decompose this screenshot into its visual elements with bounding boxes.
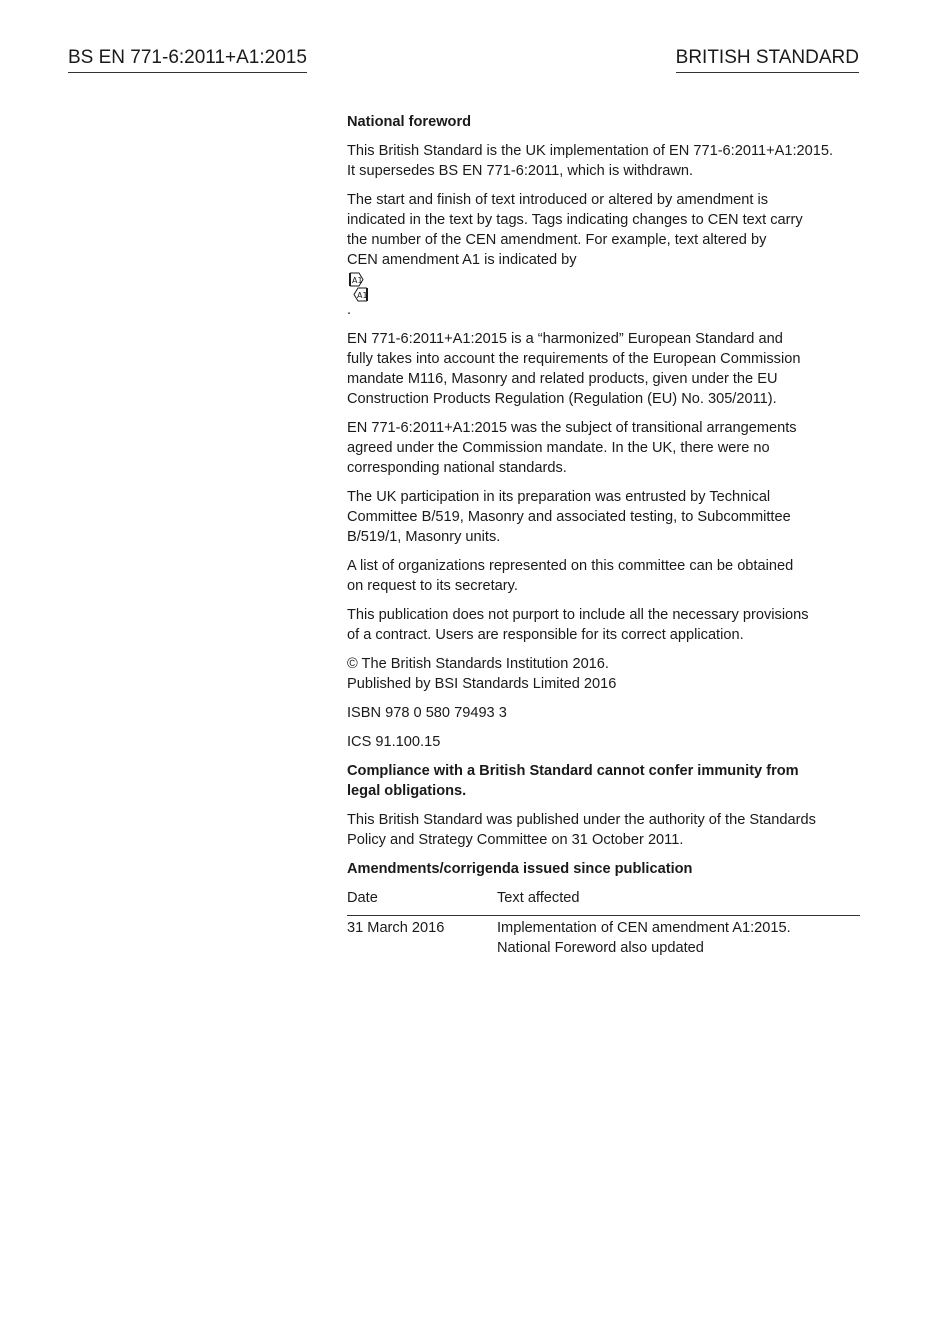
paragraph-harmonized xyxy=(347,329,861,409)
text-line: legal obligations. xyxy=(347,783,467,799)
paragraph-copyright xyxy=(347,654,861,694)
amendments-table xyxy=(347,888,860,958)
amendment-date: 31 March 2016 xyxy=(347,920,445,936)
text-line xyxy=(347,250,861,320)
text-line: This British Standard is the UK implementation of EN 771-6:2011+A1:2015. xyxy=(347,143,834,159)
column-header-date: Date xyxy=(347,888,497,916)
text-line: mandate M116, Masonry and related products, given under the EU xyxy=(347,371,778,387)
paragraph-transitional xyxy=(347,418,861,478)
text-line: This British Standard was published under the authority of the Standards xyxy=(347,812,816,828)
table-header-row xyxy=(347,888,860,916)
text-line: Implementation of CEN amendment A1:2015. xyxy=(497,920,791,936)
text-line: © The British Standards Institution 2016. xyxy=(347,656,609,672)
text-line: B/519/1, Masonry units. xyxy=(347,529,501,545)
text-line: The start and finish of text introduced or altered by amendment is xyxy=(347,192,769,208)
standard-type-header: BRITISH STANDARD xyxy=(676,47,859,73)
text-line-end: . xyxy=(347,302,352,318)
paragraph-provisions xyxy=(347,605,861,645)
amendment-end-tag-icon xyxy=(352,287,368,302)
text-line: on request to its secretary. xyxy=(347,578,518,594)
text-line: EN 771-6:2011+A1:2015 was the subject of transitional arrangements xyxy=(347,420,797,436)
text-line: corresponding national standards. xyxy=(347,460,567,476)
text-line: National Foreword also updated xyxy=(497,940,704,956)
text-line: Policy and Strategy Committee on 31 October 2011. xyxy=(347,832,684,848)
text-line: It supersedes BS EN 771-6:2011, which is withdrawn. xyxy=(347,163,694,179)
text-line: The UK participation in its preparation was entrusted by Technical xyxy=(347,489,771,505)
svg-text:A1: A1 xyxy=(357,291,368,300)
paragraph-authority xyxy=(347,810,861,850)
isbn-number: ISBN 978 0 580 79493 3 xyxy=(347,705,507,721)
paragraph-organizations xyxy=(347,556,861,596)
text-line: Committee B/519, Masonry and associated testing, to Subcommittee xyxy=(347,509,791,525)
amendment-text-affected xyxy=(497,916,860,959)
section-title: National foreword xyxy=(347,114,472,130)
text-line: Compliance with a British Standard cannot confer immunity from xyxy=(347,763,799,779)
table-row xyxy=(347,916,860,959)
document-code-header: BS EN 771-6:2011+A1:2015 xyxy=(68,47,307,73)
text-line: agreed under the Commission mandate. In the UK, there were no xyxy=(347,440,770,456)
text-line: A list of organizations represented on this committee can be obtained xyxy=(347,558,794,574)
text-line: of a contract. Users are responsible for its correct application. xyxy=(347,627,744,643)
text-line: Published by BSI Standards Limited 2016 xyxy=(347,676,617,692)
column-header-text-affected: Text affected xyxy=(497,888,860,916)
text-line: the number of the CEN amendment. For example, text altered by xyxy=(347,232,767,248)
paragraph-participation xyxy=(347,487,861,547)
paragraph-implementation xyxy=(347,141,861,181)
svg-text:A1: A1 xyxy=(352,276,363,285)
text-line: indicated in the text by tags. Tags indicating changes to CEN text carry xyxy=(347,212,803,228)
text-line: This publication does not purport to include all the necessary provisions xyxy=(347,607,809,623)
paragraph-amendment-tags xyxy=(347,190,861,320)
compliance-statement xyxy=(347,761,861,801)
text-line: EN 771-6:2011+A1:2015 is a “harmonized” European Standard and xyxy=(347,331,783,347)
text-line: fully takes into account the requirements of the European Commission xyxy=(347,351,801,367)
text-line-content: CEN amendment A1 is indicated by xyxy=(347,252,577,268)
amendment-start-tag-icon xyxy=(349,272,365,287)
amendments-title: Amendments/corrigenda issued since publication xyxy=(347,861,693,877)
text-line: Construction Products Regulation (Regulation (EU) No. 305/2011). xyxy=(347,391,777,407)
ics-code: ICS 91.100.15 xyxy=(347,734,441,750)
national-foreword-section xyxy=(347,112,861,958)
